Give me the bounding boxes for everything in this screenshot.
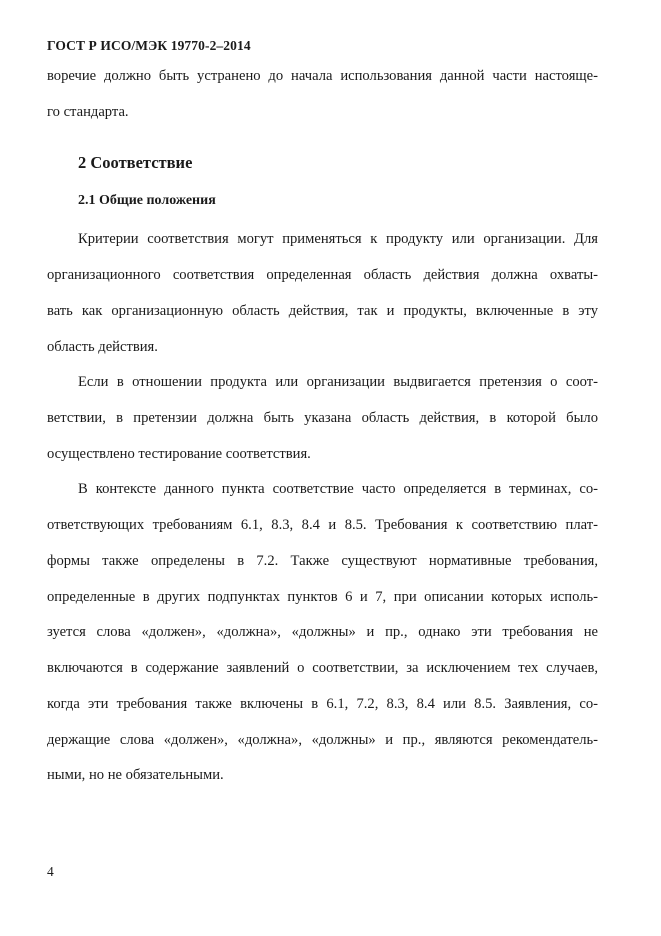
paragraph-line: держащие слова «должен», «должна», «должны» и пр., являются рекомендатель- [47, 732, 598, 748]
intro-line: воречие должно быть устранено до начала использования данной части настояще- [47, 68, 598, 84]
paragraph-line: ответствующих требованиям 6.1, 8.3, 8.4 и 8.5. Требования к соответствию плат- [47, 517, 598, 533]
paragraph-line: Критерии соответствия могут применяться к продукту или организации. Для [78, 231, 598, 247]
paragraph-line: Если в отношении продукта или организации выдвигается претензия о соот- [78, 374, 598, 390]
paragraph-line: В контексте данного пункта соответствие часто определяется в терминах, со- [78, 481, 598, 497]
paragraph-line: организационного соответствия определенная область действия должна охваты- [47, 267, 598, 283]
paragraph-line: когда эти требования также включены в 6.1, 7.2, 8.3, 8.4 или 8.5. Заявления, со- [47, 696, 598, 712]
subsection-title: 2.1 Общие положения [78, 193, 216, 208]
paragraph-line: область действия. [47, 339, 158, 355]
paragraph-line: определенные в других подпунктах пунктов 6 и 7, при описании которых исполь- [47, 589, 598, 605]
paragraph-line: осуществлено тестирование соответствия. [47, 446, 311, 462]
paragraph-line: включаются в содержание заявлений о соответствии, за исключением тех случаев, [47, 660, 598, 676]
section-title: 2 Соответствие [78, 153, 193, 172]
paragraph-line: ветствии, в претензии должна быть указана область действия, в которой было [47, 410, 598, 426]
document-header: ГОСТ Р ИСО/МЭК 19770-2–2014 [47, 38, 251, 53]
paragraph-line: формы также определены в 7.2. Также существуют нормативные требования, [47, 553, 598, 569]
paragraph-line: зуется слова «должен», «должна», «должны» и пр., однако эти требования не [47, 624, 598, 640]
paragraph-line: ными, но не обязательными. [47, 767, 224, 783]
page-number: 4 [47, 864, 54, 879]
intro-line: го стандарта. [47, 104, 129, 120]
paragraph-line: вать как организационную область действия, так и продукты, включенные в эту [47, 303, 598, 319]
